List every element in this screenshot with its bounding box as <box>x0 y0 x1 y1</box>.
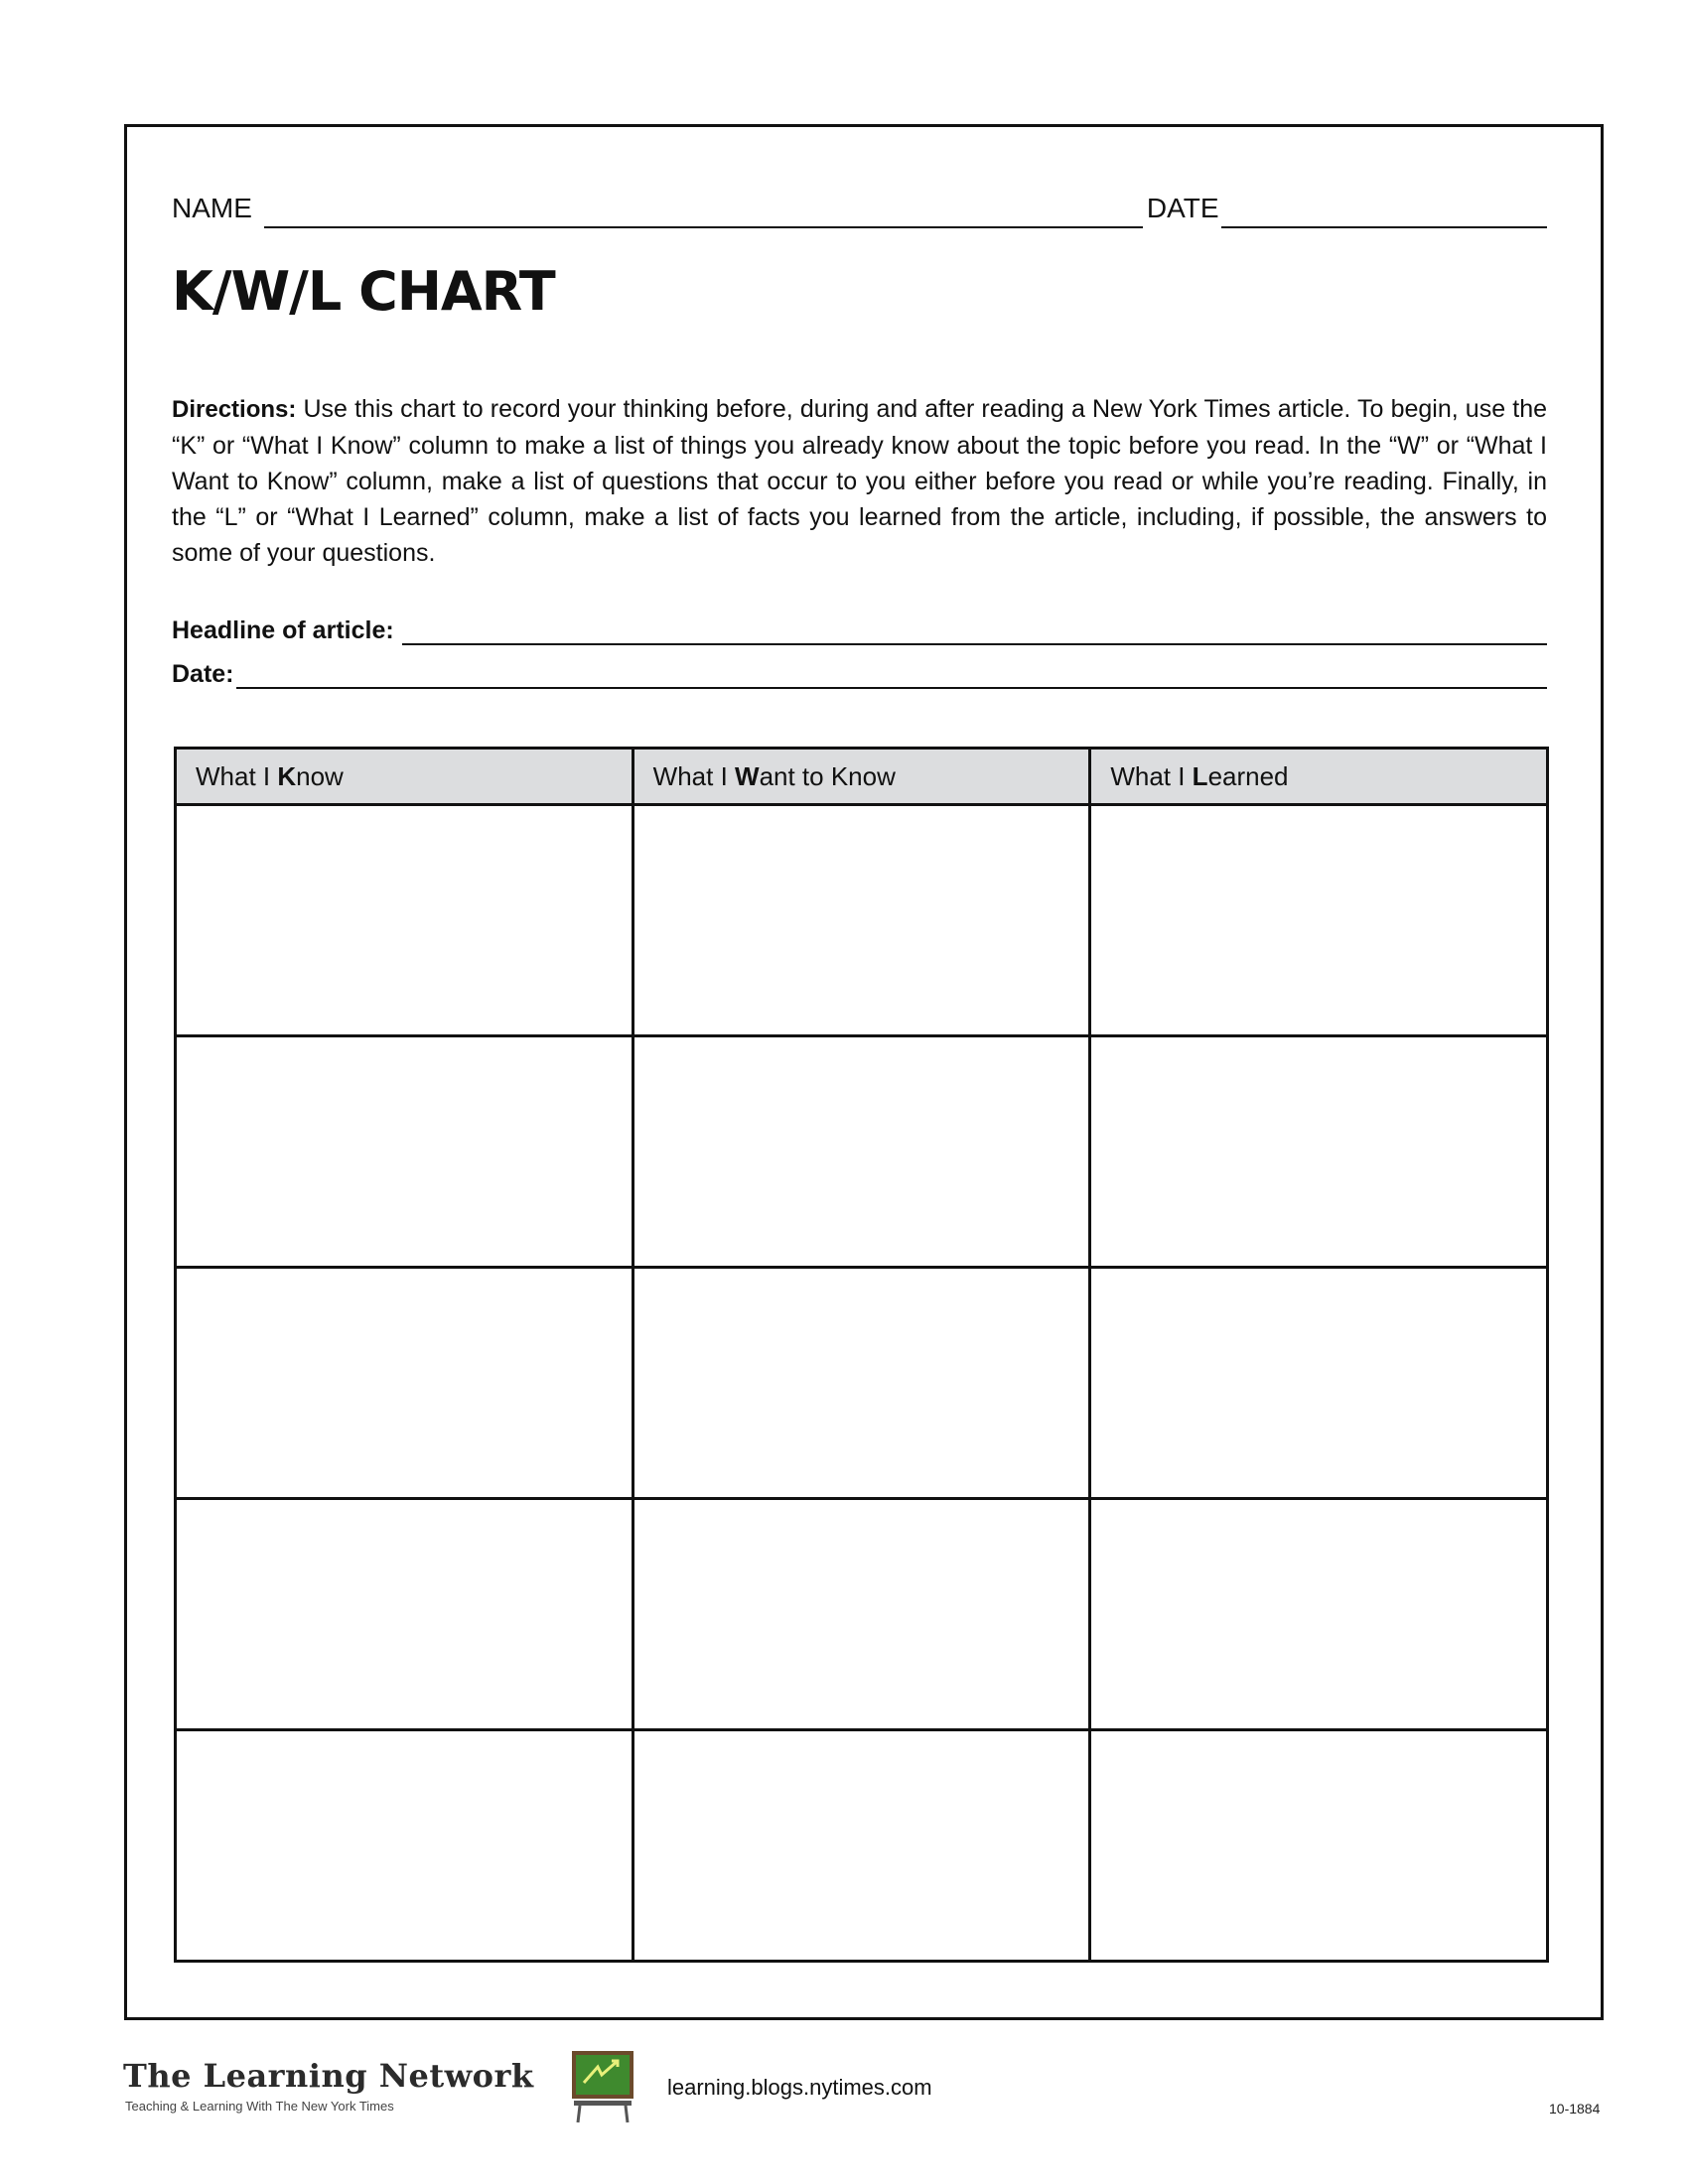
chalkboard-leg-right <box>626 2106 628 2122</box>
column-header-know-post: now <box>296 760 344 791</box>
page-title: K/W/L CHART <box>172 260 555 323</box>
column-header-know <box>176 749 633 805</box>
column-header-know-pre: What I <box>196 760 278 791</box>
column-header-learned-letter: L <box>1192 760 1208 791</box>
kwl-header-row <box>176 749 1548 805</box>
name-date-row <box>172 189 1547 228</box>
name-field[interactable] <box>264 197 1143 228</box>
article-date-row <box>172 659 1547 689</box>
kwl-row <box>176 1268 1548 1499</box>
column-header-know-letter: K <box>277 760 297 791</box>
chalkboard-icon <box>568 2049 637 2124</box>
date-label: DATE <box>1146 193 1219 223</box>
kwl-cell-know[interactable] <box>176 805 633 1036</box>
name-label: NAME <box>172 193 252 223</box>
directions-text: Use this chart to record your thinking before, during and after reading a New York Times article. To begin, use the “K” or “What I Know” column to make a list of things you already know about the topic before you read. In the “W” or “What I Want to Know” column, make a list of questions that occur to you either before you read or while you’re reading. Finally, in the “L” or “What I Learned” column, make a list of facts you learned from the article, including, if possible, the answers to some of your questions. <box>172 395 1548 567</box>
logo-title: The Learning Network <box>123 2057 534 2095</box>
kwl-cell-want[interactable] <box>633 1730 1090 1962</box>
kwl-cell-learned[interactable] <box>1090 1730 1548 1962</box>
kwl-row <box>176 1036 1548 1268</box>
kwl-table <box>174 747 1549 1963</box>
kwl-cell-know[interactable] <box>176 1268 633 1499</box>
kwl-row <box>176 1499 1548 1730</box>
headline-row <box>172 615 1547 645</box>
article-date-label: Date: <box>172 660 234 688</box>
article-date-field[interactable] <box>236 659 1547 689</box>
headline-label: Headline of article: <box>172 616 394 644</box>
kwl-cell-want[interactable] <box>633 805 1090 1036</box>
column-header-learned <box>1090 749 1548 805</box>
kwl-row <box>176 805 1548 1036</box>
kwl-cell-know[interactable] <box>176 1499 633 1730</box>
kwl-cell-want[interactable] <box>633 1268 1090 1499</box>
headline-field[interactable] <box>402 615 1547 645</box>
logo-tagline: Teaching & Learning With The New York Times <box>125 2099 394 2114</box>
kwl-row <box>176 1730 1548 1962</box>
column-header-want-post: ant to Know <box>759 760 896 791</box>
kwl-cell-learned[interactable] <box>1090 1499 1548 1730</box>
kwl-cell-know[interactable] <box>176 1730 633 1962</box>
column-header-want <box>633 749 1090 805</box>
document-code: 10-1884 <box>1549 2101 1601 2116</box>
kwl-cell-know[interactable] <box>176 1036 633 1268</box>
directions-label: Directions: <box>172 396 297 423</box>
column-header-want-letter: W <box>735 760 760 791</box>
directions-paragraph <box>172 391 1547 571</box>
chalkboard-leg-left <box>578 2106 580 2122</box>
kwl-cell-want[interactable] <box>633 1036 1090 1268</box>
learning-network-logo <box>123 2057 534 2114</box>
footer-url[interactable]: learning.blogs.nytimes.com <box>667 2075 932 2100</box>
kwl-cell-want[interactable] <box>633 1499 1090 1730</box>
kwl-cell-learned[interactable] <box>1090 1036 1548 1268</box>
chalkboard-tray <box>574 2101 632 2106</box>
column-header-learned-pre: What I <box>1110 760 1193 791</box>
kwl-cell-learned[interactable] <box>1090 805 1548 1036</box>
date-field[interactable] <box>1221 197 1547 228</box>
column-header-want-pre: What I <box>652 760 736 791</box>
column-header-learned-post: earned <box>1207 760 1289 791</box>
kwl-cell-learned[interactable] <box>1090 1268 1548 1499</box>
